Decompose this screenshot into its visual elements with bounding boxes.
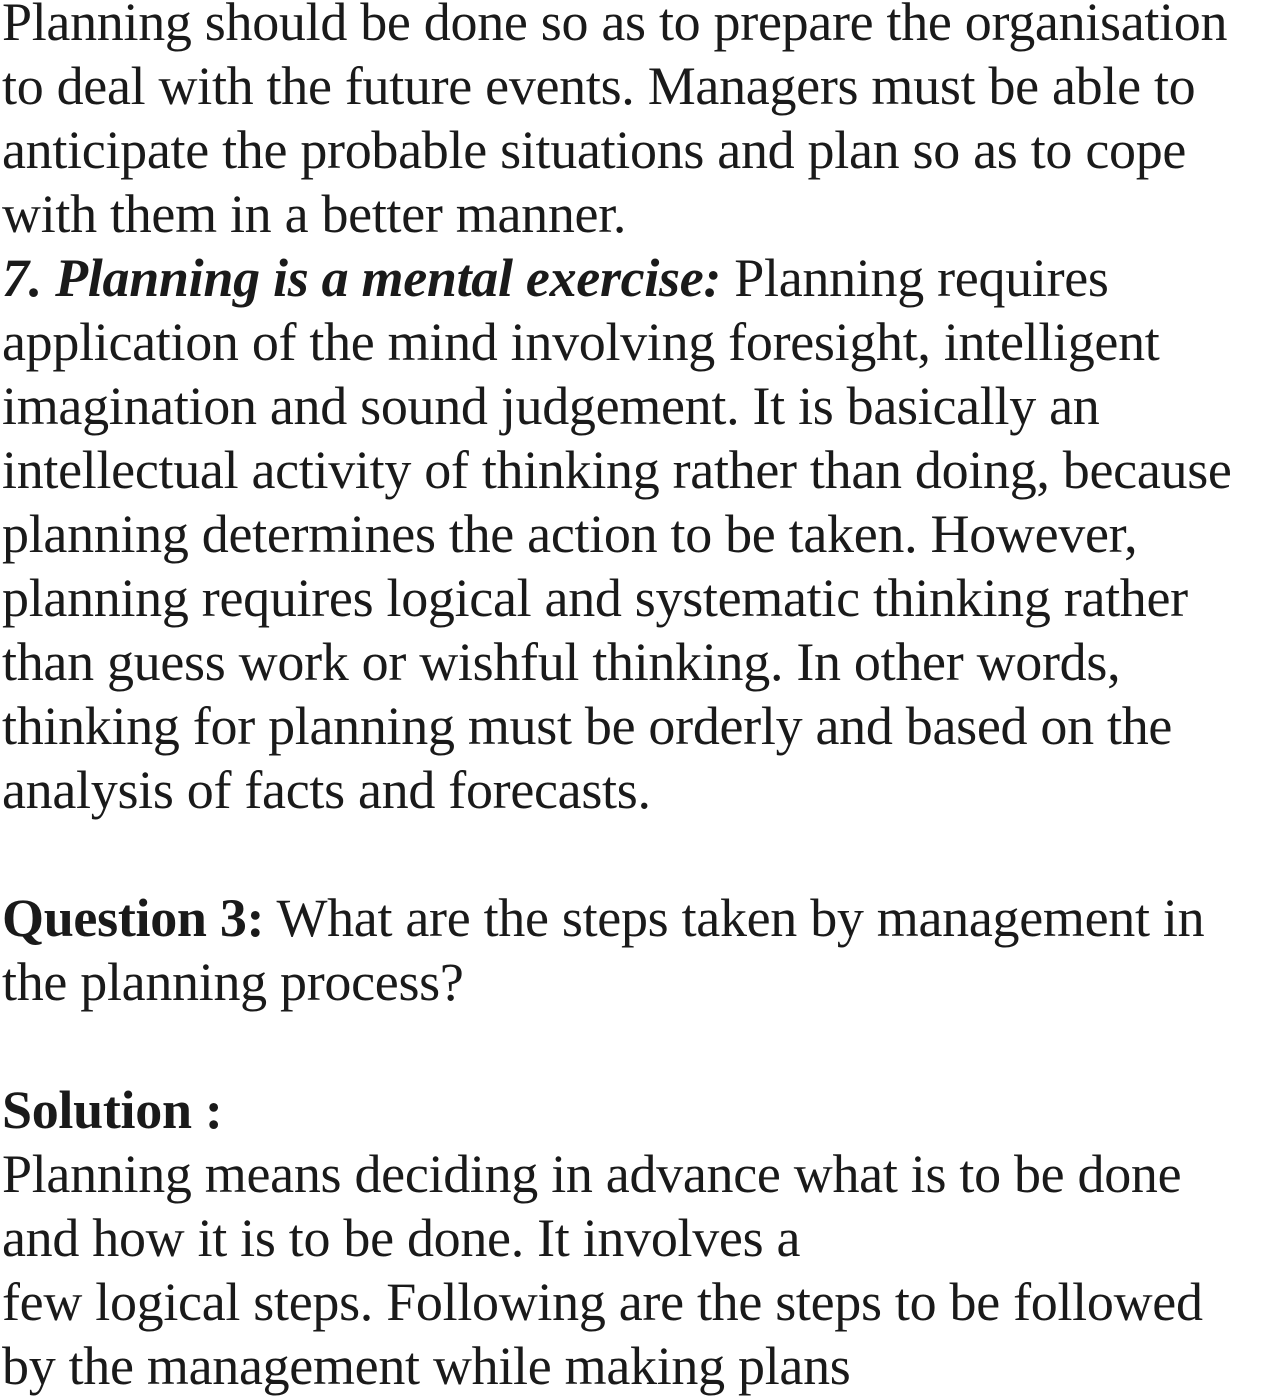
point7-first-line <box>2 246 1109 310</box>
intro-line-4: with them in a better manner. <box>2 184 627 244</box>
solution-line-4: by the management while making plans <box>2 1336 851 1396</box>
solution-label: Solution : <box>2 1080 223 1140</box>
question-first-line <box>2 886 1204 950</box>
intro-line-1: Planning should be done so as to prepare the organisation <box>2 0 1228 52</box>
point7-line-3: imagination and sound judgement. It is basically an <box>2 376 1100 436</box>
point7-line-6: planning requires logical and systematic thinking rather <box>2 568 1188 628</box>
intro-line-3: anticipate the probable situations and plan so as to cope <box>2 120 1187 180</box>
question-first-line-rest: What are the steps taken by management in <box>264 888 1205 948</box>
solution-line-3: few logical steps. Following are the steps to be followed <box>2 1272 1203 1332</box>
point7-line-7: than guess work or wishful thinking. In other words, <box>2 632 1121 692</box>
point7-first-line-rest: Planning requires <box>721 248 1109 308</box>
question-label: Question 3: <box>2 888 265 948</box>
solution-line-2: and how it is to be done. It involves a <box>2 1208 801 1268</box>
question-second-line: the planning process? <box>2 952 464 1012</box>
point7-line-8: thinking for planning must be orderly and based on the <box>2 696 1173 756</box>
point7-line-5: planning determines the action to be taken. However, <box>2 504 1138 564</box>
solution-line-1: Planning means deciding in advance what is to be done <box>2 1144 1182 1204</box>
point7-line-2: application of the mind involving foresight, intelligent <box>2 312 1160 372</box>
point7-line-4: intellectual activity of thinking rather than doing, because <box>2 440 1232 500</box>
point7-line-9: analysis of facts and forecasts. <box>2 760 651 820</box>
intro-line-2: to deal with the future events. Managers must be able to <box>2 56 1196 116</box>
point7-heading: 7. Planning is a mental exercise: <box>2 248 722 308</box>
